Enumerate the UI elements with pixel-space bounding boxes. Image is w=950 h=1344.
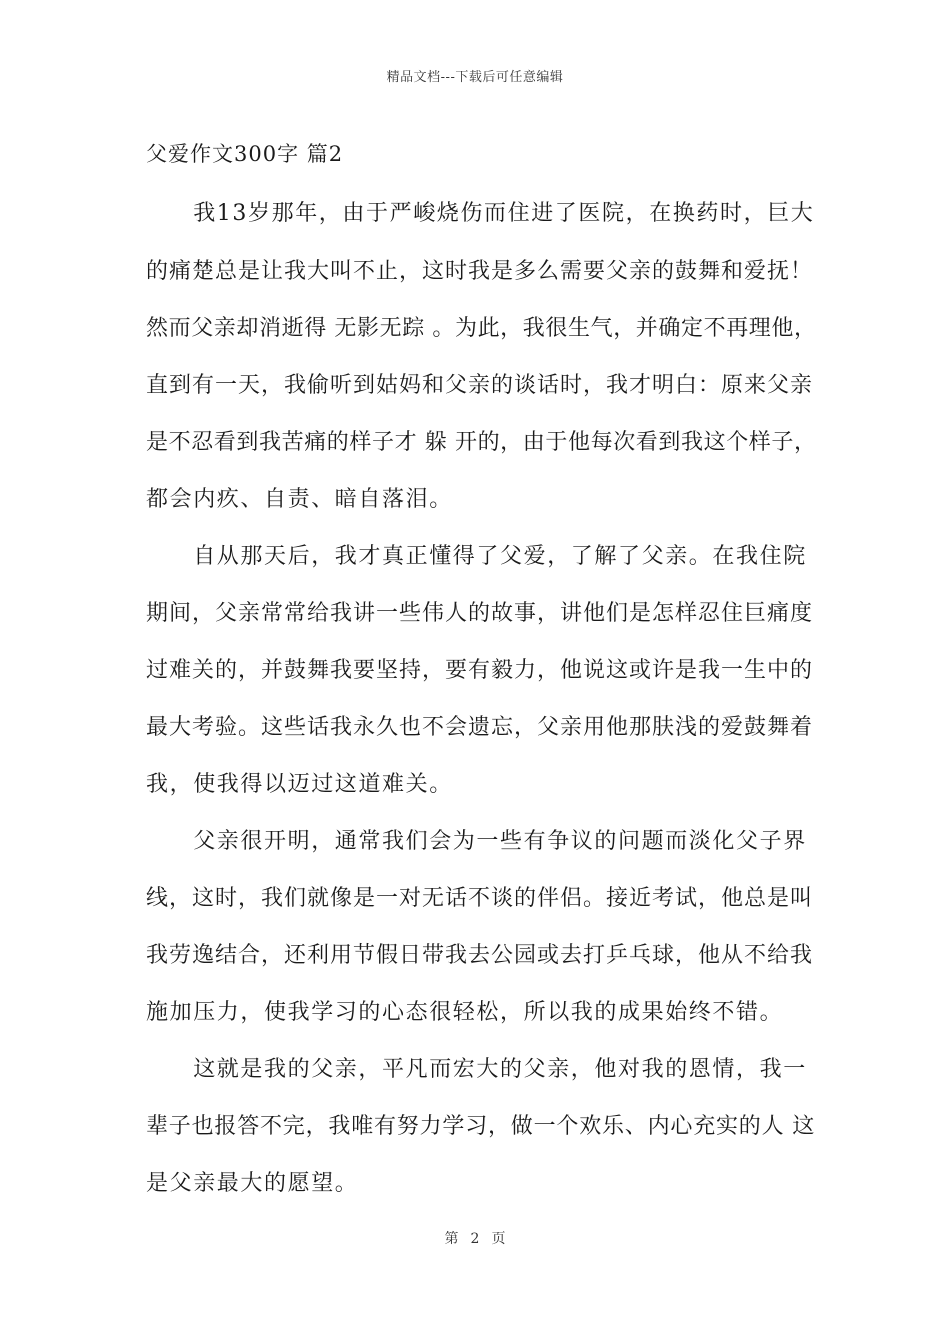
text-line: 过难关的，并鼓舞我要坚持，要有毅力，他说这或许是我一生中的 [146, 658, 814, 683]
text-line: 直到有一天，我偷听到姑妈和父亲的谈话时，我才明白：原来父亲 [146, 373, 814, 398]
text-line: 的痛楚总是让我大叫不止，这时我是多么需要父亲的鼓舞和爱抚！ [146, 259, 814, 284]
text-line: 辈子也报答不完，我唯有努力学习，做一个欢乐、内心充实的人 这 [146, 1114, 815, 1139]
page-footer [0, 1228, 950, 1248]
text-line: 这就是我的父亲，平凡而宏大的父亲，他对我的恩情，我一 [146, 1057, 807, 1082]
page-suffix: 页 [491, 1231, 506, 1247]
text-line: 最大考验。这些话我永久也不会遗忘，父亲用他那肤浅的爱鼓舞着 [146, 715, 814, 740]
text-line: 是不忍看到我苦痛的样子才 躲 开的，由于他每次看到我这个样子， [146, 430, 817, 455]
page-number: 2 [470, 1231, 480, 1247]
text-line: 我13岁那年，由于严峻烧伤而住进了医院，在换药时，巨大 [146, 201, 815, 226]
text-line: 期间，父亲常常给我讲一些伟人的故事，讲他们是怎样忍住巨痛度 [146, 601, 814, 626]
text-line: 线，这时，我们就像是一对无话不谈的伴侣。接近考试，他总是叫 [146, 886, 814, 911]
text-line: 父亲很开明，通常我们会为一些有争议的问题而淡化父子界 [146, 829, 807, 854]
page-header: 精品文档---下载后可任意编辑 [386, 70, 564, 85]
text-line: 施加压力，使我学习的心态很轻松，所以我的成果始终不错。 [146, 1000, 784, 1025]
text-line: 都会内疚、自责、暗自落泪。 [146, 487, 453, 512]
text-line: 然而父亲却消逝得 无影无踪 。为此，我很生气，并确定不再理他， [146, 316, 817, 341]
document-title: 父爱作文300字 篇2 [146, 142, 344, 166]
text-line: 自从那天后，我才真正懂得了父爱，了解了父亲。在我住院 [146, 544, 807, 569]
text-line: 我劳逸结合，还利用节假日带我去公园或去打乒乓球，他从不给我 [146, 943, 814, 968]
text-line: 是父亲最大的愿望。 [146, 1171, 359, 1196]
text-line: 我，使我得以迈过这道难关。 [146, 772, 453, 797]
page-prefix: 第 [444, 1231, 459, 1247]
